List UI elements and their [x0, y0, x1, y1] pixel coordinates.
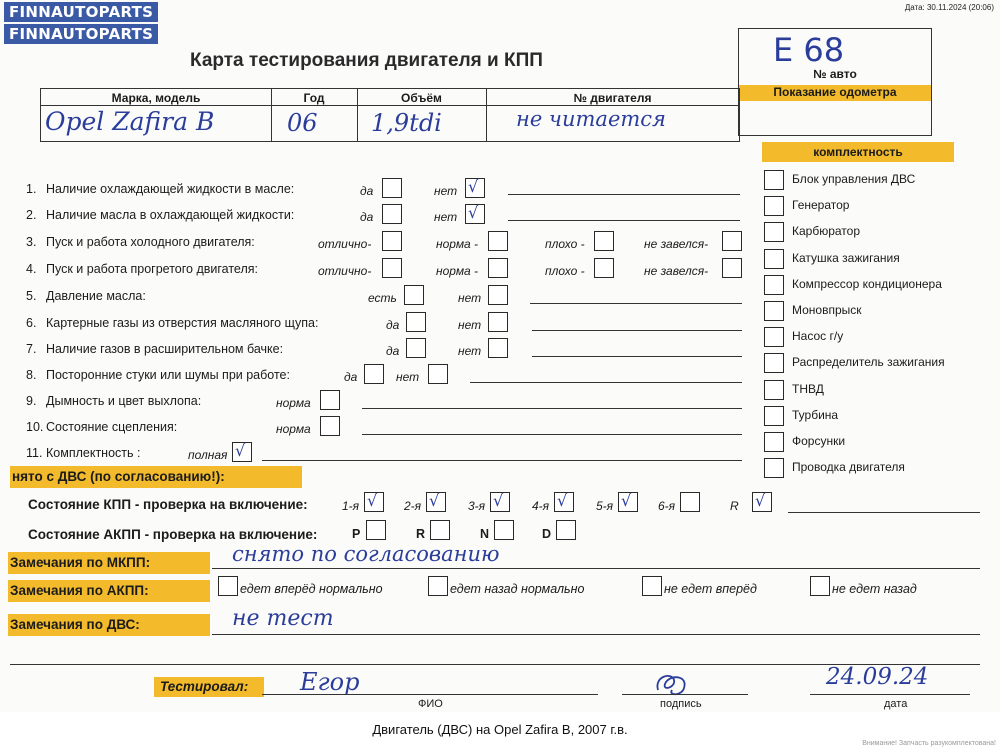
kpp-gear-label: 5-я [596, 499, 614, 513]
dvs-remarks-label: Замечания по ДВС: [8, 614, 210, 636]
car-number-label: № авто [813, 67, 857, 81]
kit-item: Блок управления ДВС [792, 172, 916, 186]
tested-label: Тестировал: [154, 677, 264, 697]
kpp-label: Состояние КПП - проверка на включение: [28, 497, 308, 512]
kpp-gear-checkbox[interactable] [364, 492, 384, 512]
signature-label: подпись [660, 698, 702, 710]
kit-checkbox[interactable] [764, 222, 784, 242]
top-date: Дата: 30.11.2024 (20:06) [904, 3, 994, 12]
option-not-started-label: не завелся- [644, 264, 709, 278]
fio-label: ФИО [418, 698, 443, 710]
kit-checkbox[interactable] [764, 432, 784, 452]
vehicle-header-table [40, 88, 740, 142]
question-text: Дымность и цвет выхлопа: [46, 394, 202, 408]
kit-checkbox[interactable] [764, 196, 784, 216]
akpp-gear-label: N [480, 527, 490, 541]
normal-checkbox[interactable] [488, 231, 508, 251]
kpp-gear-checkbox[interactable] [618, 492, 638, 512]
akpp-remark-option-label: не едет назад [832, 582, 917, 596]
option-present-label: есть [368, 291, 397, 305]
watermark-logo: FINNAUTOPARTS [4, 24, 158, 44]
question-number: 11. [26, 446, 43, 460]
question-number: 7. [26, 342, 37, 356]
option-full-label: полная [188, 448, 228, 462]
question-number: 8. [26, 368, 37, 382]
underline [470, 382, 742, 383]
kit-checkbox[interactable] [764, 458, 784, 478]
kit-checkbox[interactable] [764, 406, 784, 426]
underline [262, 460, 742, 461]
kpp-gear-label: 6-я [658, 499, 676, 513]
question-text: Давление масла: [46, 289, 146, 303]
kpp-gear-checkbox[interactable] [554, 492, 574, 512]
yes-checkbox[interactable] [406, 338, 426, 358]
car-number-block [738, 28, 932, 136]
kpp-gear-label: 1-я [342, 499, 360, 513]
question-text: Наличие охлаждающей жидкости в масле: [46, 182, 295, 196]
kpp-gear-checkbox[interactable] [426, 492, 446, 512]
underline [362, 434, 742, 435]
page-title: Карта тестирования двигателя и КПП [190, 50, 543, 71]
option-yes-label: да [386, 344, 400, 358]
not-started-checkbox[interactable] [722, 231, 742, 251]
kit-item: Катушка зажигания [792, 250, 900, 265]
option-yes-label: да [344, 370, 358, 384]
akpp-gear-checkbox[interactable] [494, 520, 514, 540]
kpp-gear-checkbox[interactable] [752, 492, 772, 512]
kit-checkbox[interactable] [764, 380, 784, 400]
akpp-gear-label: P [352, 527, 361, 541]
kit-header: комплектность [762, 142, 954, 162]
underline [530, 303, 742, 304]
mkpp-remarks-value: снято по согласованию [232, 542, 500, 566]
option-no-label: нет [458, 318, 482, 332]
underline [532, 330, 742, 331]
bad-checkbox[interactable] [594, 231, 614, 251]
akpp-gear-checkbox[interactable] [366, 520, 386, 540]
yes-checkbox[interactable] [382, 178, 402, 198]
akpp-label: Состояние АКПП - проверка на включение: [28, 527, 318, 542]
kit-item: Проводка двигателя [792, 460, 905, 475]
question-text: Картерные газы из отверстия масляного щупа: [46, 316, 319, 330]
normal-checkbox[interactable] [320, 390, 340, 410]
no-checkbox[interactable] [488, 312, 508, 332]
no-checkbox[interactable] [465, 178, 485, 198]
akpp-gear-checkbox[interactable] [556, 520, 576, 540]
question-text: Посторонние стуки или шумы при работе: [46, 368, 290, 382]
check-mark-icon: √ [468, 203, 479, 222]
question-text: Комплектность : [46, 446, 141, 460]
option-yes-label: да [360, 184, 374, 198]
underline [508, 194, 740, 195]
kit-item: Моновпрыск [792, 303, 862, 317]
signature-image [648, 666, 698, 702]
odometer-label: Показание одометра [739, 85, 931, 101]
kpp-gear-checkbox[interactable] [490, 492, 510, 512]
kit-checkbox[interactable] [764, 275, 784, 295]
option-yes-label: да [360, 210, 374, 224]
kit-item: Турбина [792, 407, 839, 422]
col-engine-no: № двигателя [573, 91, 652, 105]
option-bad-label: плохо - [545, 264, 585, 278]
kit-checkbox[interactable] [764, 327, 784, 347]
question-number: 2. [26, 208, 37, 222]
question-number: 1. [26, 182, 37, 196]
underline [532, 356, 742, 357]
akpp-remark-checkbox[interactable] [218, 576, 238, 596]
year-value: 06 [287, 109, 318, 137]
underline [362, 408, 742, 409]
akpp-remark-option-label: не едет вперёд [664, 582, 757, 596]
underline [508, 220, 740, 221]
kit-item: Форсунки [792, 434, 846, 448]
akpp-remark-option-label: едет вперёд нормально [240, 582, 383, 596]
kit-item: Генератор [792, 198, 850, 213]
no-checkbox[interactable] [465, 204, 485, 224]
option-no-label: нет [396, 370, 420, 384]
kit-checkbox[interactable] [764, 249, 784, 269]
option-no-label: нет [458, 291, 482, 305]
question-text: Состояние сцепления: [46, 420, 178, 434]
check-mark-icon: √ [235, 441, 246, 460]
kit-checkbox[interactable] [764, 301, 784, 321]
kpp-gear-label: R [730, 499, 739, 513]
option-no-label: нет [434, 184, 458, 198]
question-text: Пуск и работа холодного двигателя: [46, 235, 255, 249]
akpp-gear-label: D [542, 527, 552, 541]
test-date-value: 24.09.24 [826, 664, 929, 690]
option-yes-label: да [386, 318, 400, 332]
kpp-gear-label: 4-я [532, 499, 550, 513]
kit-item: Компрессор кондиционера [792, 276, 942, 291]
check-mark-icon: √ [429, 491, 440, 510]
option-not-started-label: не завелся- [644, 237, 709, 251]
check-mark-icon: √ [367, 491, 378, 510]
akpp-remarks-label: Замечания по АКПП: [8, 580, 210, 602]
kit-item: Распределитель зажигания [792, 355, 945, 370]
volume-value: 1,9tdi [371, 109, 442, 137]
car-number-value: E 68 [773, 31, 845, 69]
akpp-remark-checkbox[interactable] [642, 576, 662, 596]
present-checkbox[interactable] [404, 285, 424, 305]
question-number: 6. [26, 316, 37, 330]
kpp-gear-label: 3-я [468, 499, 486, 513]
col-make-model: Марка, модель [111, 91, 201, 105]
akpp-remark-checkbox[interactable] [810, 576, 830, 596]
option-excellent-label: отлично- [318, 237, 372, 251]
kit-item: Насос г/у [792, 329, 844, 344]
date-label: дата [884, 698, 908, 710]
normal-checkbox[interactable] [488, 258, 508, 278]
full-checkbox[interactable] [232, 442, 252, 462]
normal-checkbox[interactable] [320, 416, 340, 436]
no-checkbox[interactable] [428, 364, 448, 384]
option-excellent-label: отлично- [318, 264, 372, 278]
check-mark-icon: √ [493, 491, 504, 510]
mkpp-remarks-label: Замечания по МКПП: [8, 552, 210, 574]
yes-checkbox[interactable] [382, 204, 402, 224]
question-number: 10. [26, 420, 44, 434]
option-normal-label: норма [276, 422, 311, 436]
footnote: Внимание! Запчасть разукомплектована! [862, 740, 996, 747]
akpp-remark-checkbox[interactable] [428, 576, 448, 596]
kit-checkbox[interactable] [764, 170, 784, 190]
excellent-checkbox[interactable] [382, 258, 402, 278]
kit-item: Карбюратор [792, 224, 861, 239]
kit-checkbox[interactable] [764, 353, 784, 373]
option-bad-label: плохо - [545, 237, 585, 251]
check-mark-icon: √ [468, 177, 479, 196]
question-text: Наличие газов в расширительном бачке: [46, 342, 284, 356]
check-mark-icon: √ [557, 491, 568, 510]
no-checkbox[interactable] [488, 285, 508, 305]
kpp-gear-label: 2-я [404, 499, 422, 513]
kit-item: ТНВД [792, 381, 824, 396]
question-number: 3. [26, 235, 37, 249]
tester-name: Егор [300, 668, 360, 696]
no-checkbox[interactable] [488, 338, 508, 358]
yes-checkbox[interactable] [364, 364, 384, 384]
option-normal-label: норма - [436, 264, 479, 278]
question-number: 9. [26, 394, 37, 408]
removed-label: нято с ДВС (по согласованию!): [10, 466, 302, 488]
make-model-value: Opel Zafira B [45, 107, 215, 136]
question-number: 4. [26, 262, 37, 276]
option-no-label: нет [434, 210, 458, 224]
dvs-remarks-value: не тест [232, 606, 334, 631]
akpp-gear-checkbox[interactable] [430, 520, 450, 540]
not-started-checkbox[interactable] [722, 258, 742, 278]
question-number: 5. [26, 289, 37, 303]
image-caption: Двигатель (ДВС) на Opel Zafira B, 2007 г.в. [372, 722, 628, 737]
question-text: Наличие масла в охлаждающей жидкости: [46, 208, 295, 222]
check-mark-icon: √ [621, 491, 632, 510]
bad-checkbox[interactable] [594, 258, 614, 278]
engine-no-value: не читается [516, 107, 666, 131]
akpp-gear-label: R [416, 527, 426, 541]
option-normal-label: норма - [436, 237, 479, 251]
col-volume: Объём [401, 91, 442, 105]
kpp-gear-checkbox[interactable] [680, 492, 700, 512]
check-mark-icon: √ [755, 491, 766, 510]
watermark-logo: FINNAUTOPARTS [4, 2, 158, 22]
akpp-remark-option-label: едет назад нормально [450, 582, 585, 596]
question-text: Пуск и работа прогретого двигателя: [46, 262, 258, 276]
excellent-checkbox[interactable] [382, 231, 402, 251]
yes-checkbox[interactable] [406, 312, 426, 332]
option-normal-label: норма [276, 396, 311, 410]
option-no-label: нет [458, 344, 482, 358]
col-year: Год [303, 91, 325, 105]
